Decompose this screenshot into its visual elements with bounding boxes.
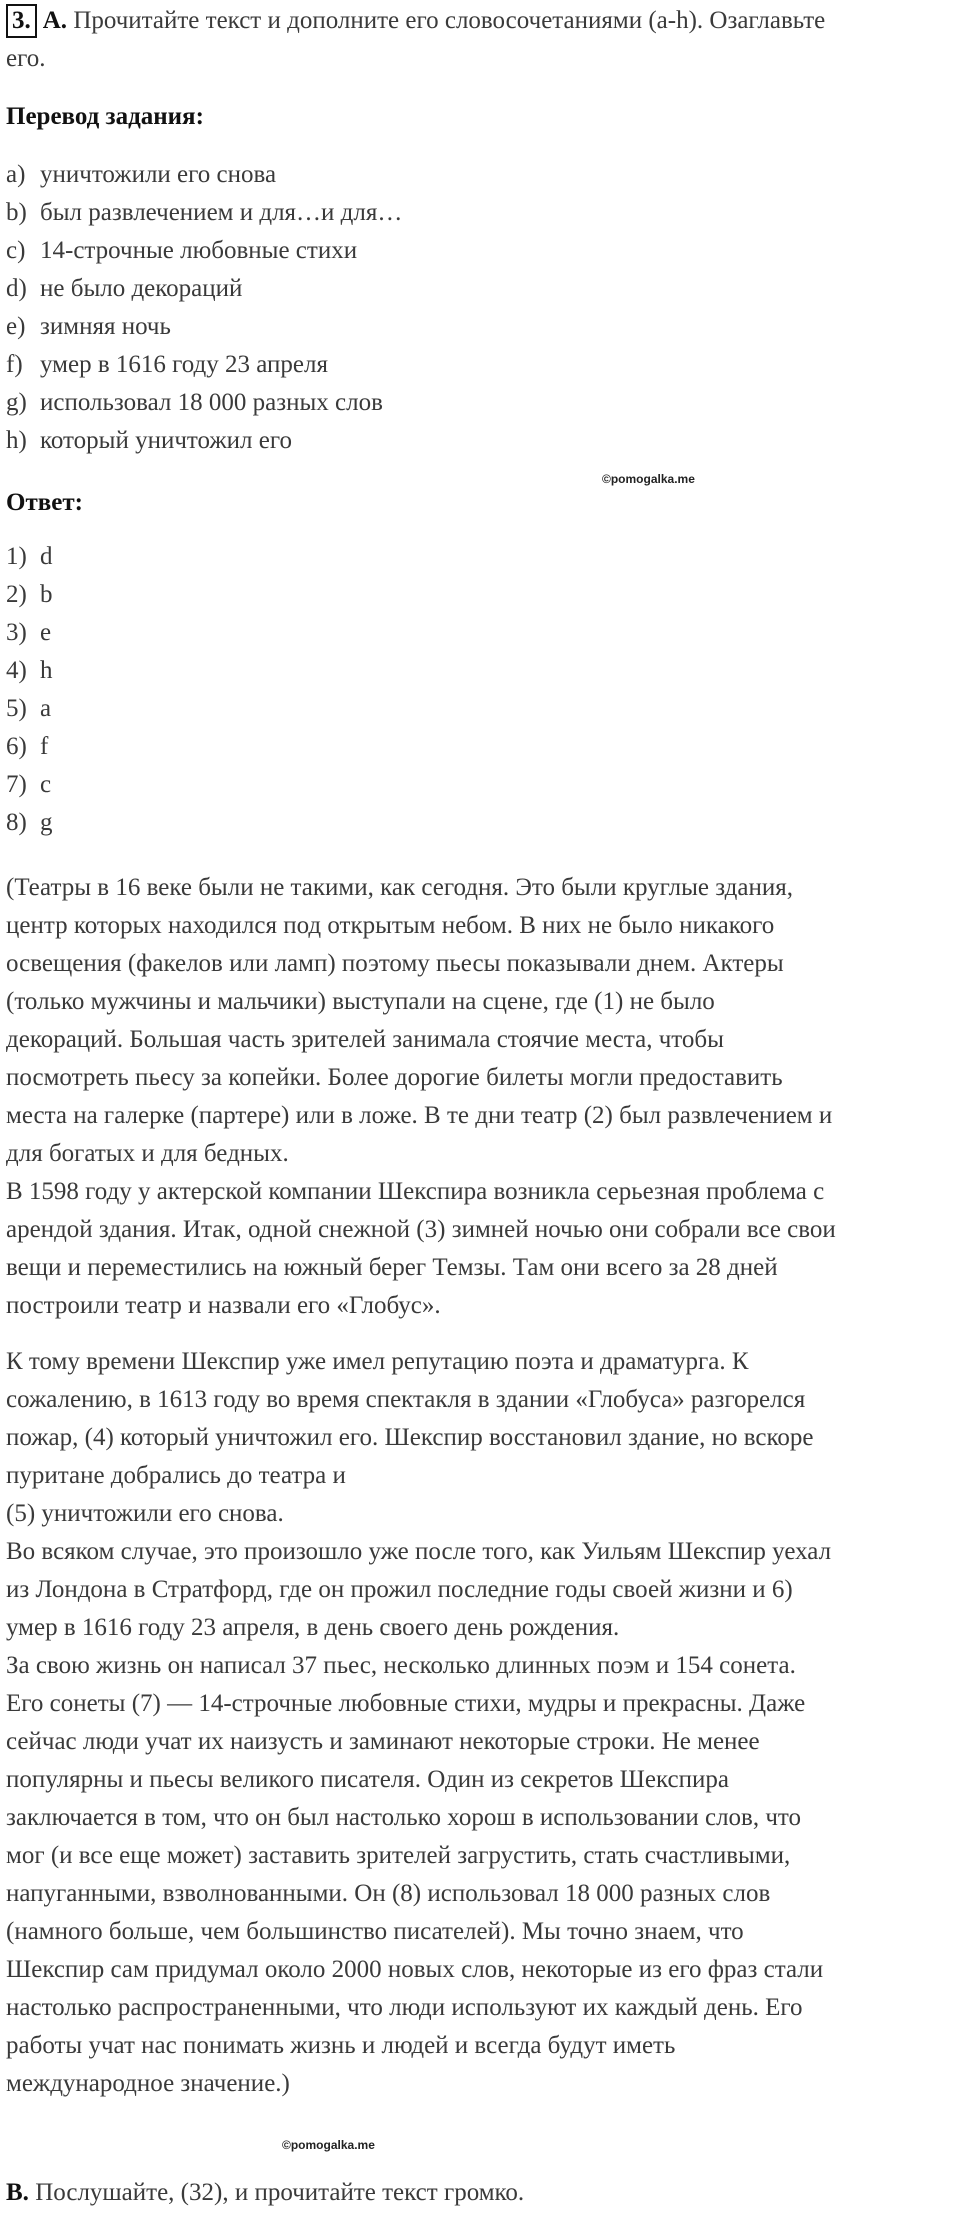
list-item: 6) f bbox=[6, 733, 49, 760]
task-header bbox=[6, 2, 956, 78]
task-b-instruction: Послушайте, (32), и прочитайте текст громко. bbox=[35, 2179, 525, 2206]
task-b-letter: B. bbox=[6, 2179, 29, 2206]
list-item: 1) d bbox=[6, 543, 53, 570]
list-item: 5) a bbox=[6, 695, 52, 722]
list-item: c) 14-строчные любовные стихи bbox=[6, 237, 358, 264]
text-paragraph-1: (Театры в 16 веке были не такими, как сегодня. Это были круглые здания, центр которых находился под открытым небом. В них не было никакого освещения (факелов или ламп) поэтому пьесы показывали днем. Актеры (только мужчины и мальчики) выступали на сцене, где (1) не было декораций. Большая часть зрителей занимала стоячие места, чтобы посмотреть пьесу за копейки. Более дорогие билеты могли предоставить места на галерке (партере) или в ложе. В те дни театр (2) был развлечением и для богатых и для бедных. В 1598 году у актерской компании Шекспира возникла серьезная проблема с арендой здания. Итак, одной снежной (3) зимней ночью они собрали все свои вещи и переместились на южный берег Темзы. Там они всего за 28 дней построили театр и назвали его «Глобус». bbox=[6, 874, 836, 1319]
list-item: b) был развлечением и для…и для… bbox=[6, 199, 403, 226]
translation-list bbox=[6, 156, 402, 460]
task-b bbox=[6, 2174, 956, 2212]
task-instruction-line2: его. bbox=[6, 45, 46, 72]
list-item: 8) g bbox=[6, 809, 53, 836]
task-letter: A. bbox=[42, 7, 68, 34]
list-item: f) умер в 1616 году 23 апреля bbox=[6, 351, 328, 378]
list-item: g) использовал 18 000 разных слов bbox=[6, 389, 383, 416]
list-item: 7) c bbox=[6, 771, 52, 798]
text-paragraph-2: К тому времени Шекспир уже имел репутацию поэта и драматурга. К сожалению, в 1613 году во время спектакля в здании «Глобуса» разгорелся пожар, (4) который уничтожил его. Шекспир восстановил здание, но вскоре пуритане добрались до театра и (5) уничтожили его снова. Во всяком случае, это произошло уже после того, как Уильям Шекспир уехал из Лондона в Стратфорд, где он прожил последние годы своей жизни и 6) умер в 1616 году 23 апреля, в день своего день рождения. За свою жизнь он написал 37 пьес, несколько длинных поэм и 154 сонета. Его сонеты (7) — 14-строчные любовные стихи, мудры и прекрасны. Даже сейчас люди учат их наизусть и заминают некоторые строки. Не менее популярны и пьесы великого писателя. Один из секретов Шекспира заключается в том, что он был настолько хорош в использовании слов, что мог (и все еще может) заставить зрителей загрустить, стать счастливыми, напуганными, взволнованными. Он (8) использовал 18 000 разных слов (намного больше, чем большинство писателей). Мы точно знаем, что Шекспир сам придумал около 2000 новых слов, некоторые из его фраз стали настолько распространенными, что люди используют их каждый день. Его работы учат нас понимать жизнь и людей и всегда будут иметь международное значение.) bbox=[6, 1348, 832, 2097]
list-item: d) не было декораций bbox=[6, 275, 243, 302]
list-item: h) который уничтожил его bbox=[6, 427, 292, 454]
list-item: e) зимняя ночь bbox=[6, 313, 171, 340]
list-item: 4) h bbox=[6, 657, 53, 684]
watermark-bottom: ©pomogalka.me bbox=[282, 2138, 375, 2152]
list-item: a) уничтожили его снова bbox=[6, 161, 277, 188]
watermark-top: ©pomogalka.me bbox=[602, 472, 695, 486]
task-instruction-line1: Прочитайте текст и дополните его словосочетаниями (a-h). Озаглавьте bbox=[73, 7, 826, 34]
list-item: 2) b bbox=[6, 581, 53, 608]
translation-heading: Перевод задания: bbox=[6, 103, 204, 130]
list-item: 3) e bbox=[6, 619, 52, 646]
answer-list bbox=[6, 538, 53, 842]
answer-heading: Ответ: bbox=[6, 489, 83, 516]
task-number: 3. bbox=[6, 4, 37, 38]
